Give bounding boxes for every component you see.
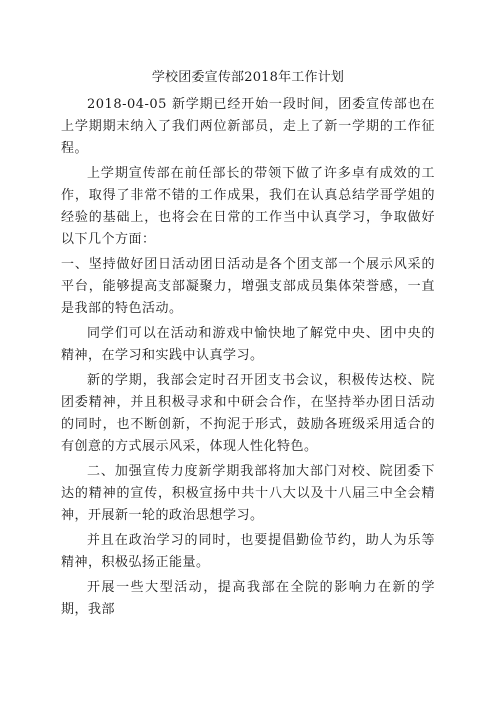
- paragraph-intro: 2018-04-05 新学期已经开始一段时间，团委宣传部也在上学期期末纳入了我们两位新部员，走上了新一学期的工作征程。: [61, 97, 435, 156]
- paragraph-section-two: 二、加强宣传力度新学期我部将加大部门对校、院团委下达的精神的宣传，积极宣扬中共十八大以及十八届三中全会精神，开展新一轮的政治思想学习。: [61, 464, 435, 523]
- paragraph-new-semester: 新的学期，我部会定时召开团支书会议，积极传达校、院团委精神，并且积极寻求和中研会合作，在坚持举办团日活动的同时，也不断创新，不拘泥于形式，鼓励各班级采用适合的有创意的方式展示风采，体现人性化特色。: [61, 373, 435, 454]
- paragraph-learning: 同学们可以在活动和游戏中愉快地了解党中央、团中央的精神，在学习和实践中认真学习。: [61, 326, 435, 363]
- paragraph-activities: 开展一些大型活动，提高我部在全院的影响力在新的学期，我部: [61, 580, 435, 617]
- paragraph-thrift: 并且在政治学习的同时，也要提倡勤俭节约，助人为乐等精神，积极弘扬正能量。: [61, 533, 435, 570]
- document-title: 学校团委宣传部2018年工作计划: [151, 70, 345, 85]
- paragraph-section-one: 一、坚持做好团日活动团日活动是各个团支部一个展示风采的平台，能够提高支部凝聚力，增强支部成员集体荣誉感，一直是我部的特色活动。: [61, 257, 435, 316]
- paragraph-summary: 上学期宣传部在前任部长的带领下做了许多卓有成效的工作，取得了非常不错的工作成果，我们在认真总结学哥学姐的经验的基础上，也将会在日常的工作当中认真学习，争取做好以下几个方面：: [61, 166, 435, 247]
